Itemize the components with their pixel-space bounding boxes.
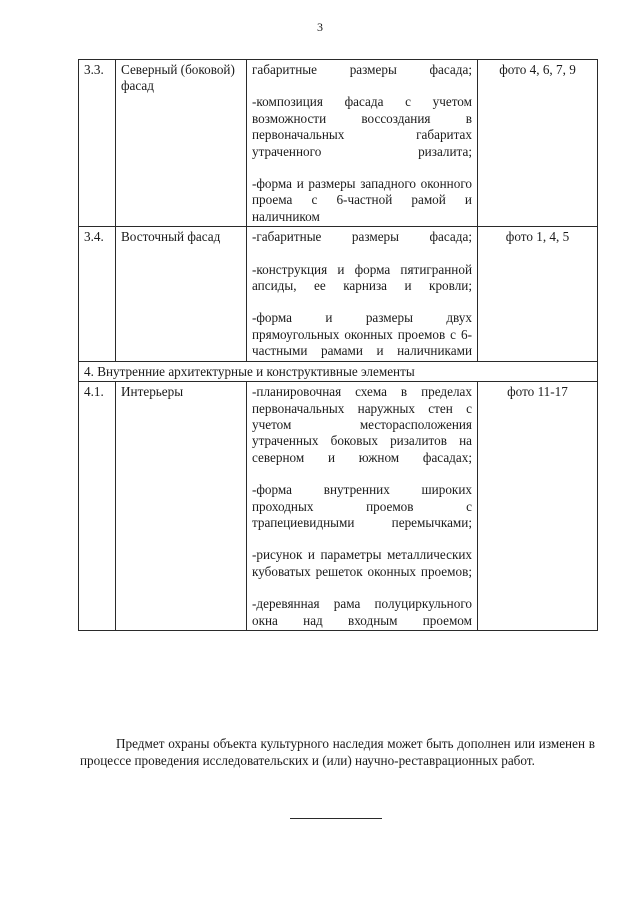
criterion-text: -деревянная рама полуциркульного окна над входным проемом <box>252 596 472 628</box>
page-number: 3 <box>317 20 323 34</box>
row-number: 3.3. <box>79 60 116 227</box>
row-number: 3.4. <box>79 227 116 361</box>
element-name: Интерьеры <box>116 382 247 631</box>
row-number: 4.1. <box>79 382 116 631</box>
section-header-row <box>79 361 598 381</box>
section-title: 4. Внутренние архитектурные и конструктивные элементы <box>79 361 598 381</box>
element-name: Восточный фасад <box>116 227 247 361</box>
criterion-text: -конструкция и форма пятигранной апсиды, ее карниза и кровли; <box>252 261 472 294</box>
photo-reference: фото 11-17 <box>478 382 598 631</box>
photo-reference: фото 4, 6, 7, 9 <box>478 60 598 227</box>
table-row <box>79 60 598 227</box>
criterion-text: -композиция фасада с учетом возможности воссоздания в первоначальных габаритах утраченного ризалита; <box>252 94 472 159</box>
criteria-cell <box>247 60 478 227</box>
table-row <box>79 382 598 631</box>
closing-note: Предмет охраны объекта культурного наследия может быть дополнен или изменен в процессе проведения исследовательских и (или) научно-реставрационных работ. <box>80 736 595 768</box>
criterion-text: -рисунок и параметры металлических кубоватых решеток оконных проемов; <box>252 547 472 579</box>
criterion-text: -форма внутренних широких проходных проемов с трапециевидными перемычками; <box>252 482 472 530</box>
signature-line <box>290 818 382 819</box>
photo-reference: фото 1, 4, 5 <box>478 227 598 361</box>
criterion-text: -форма и размеры двух прямоугольных оконных проемов с 6-частными рамами и наличниками <box>252 310 472 359</box>
protection-subject-table <box>78 59 598 631</box>
criterion-text: -планировочная схема в пределах первоначальных наружных стен с учетом месторасположения утраченных боковых ризалитов на северном и южном фасадах; <box>252 384 472 465</box>
criteria-cell <box>247 382 478 631</box>
table-row <box>79 227 598 361</box>
criterion-text: габаритные размеры фасада; <box>252 62 472 77</box>
criteria-cell <box>247 227 478 361</box>
criterion-text: -форма и размеры западного оконного проема с 6-частной рамой и наличником <box>252 176 472 224</box>
criterion-text: -габаритные размеры фасада; <box>252 229 472 245</box>
element-name: Северный (боковой) фасад <box>116 60 247 227</box>
